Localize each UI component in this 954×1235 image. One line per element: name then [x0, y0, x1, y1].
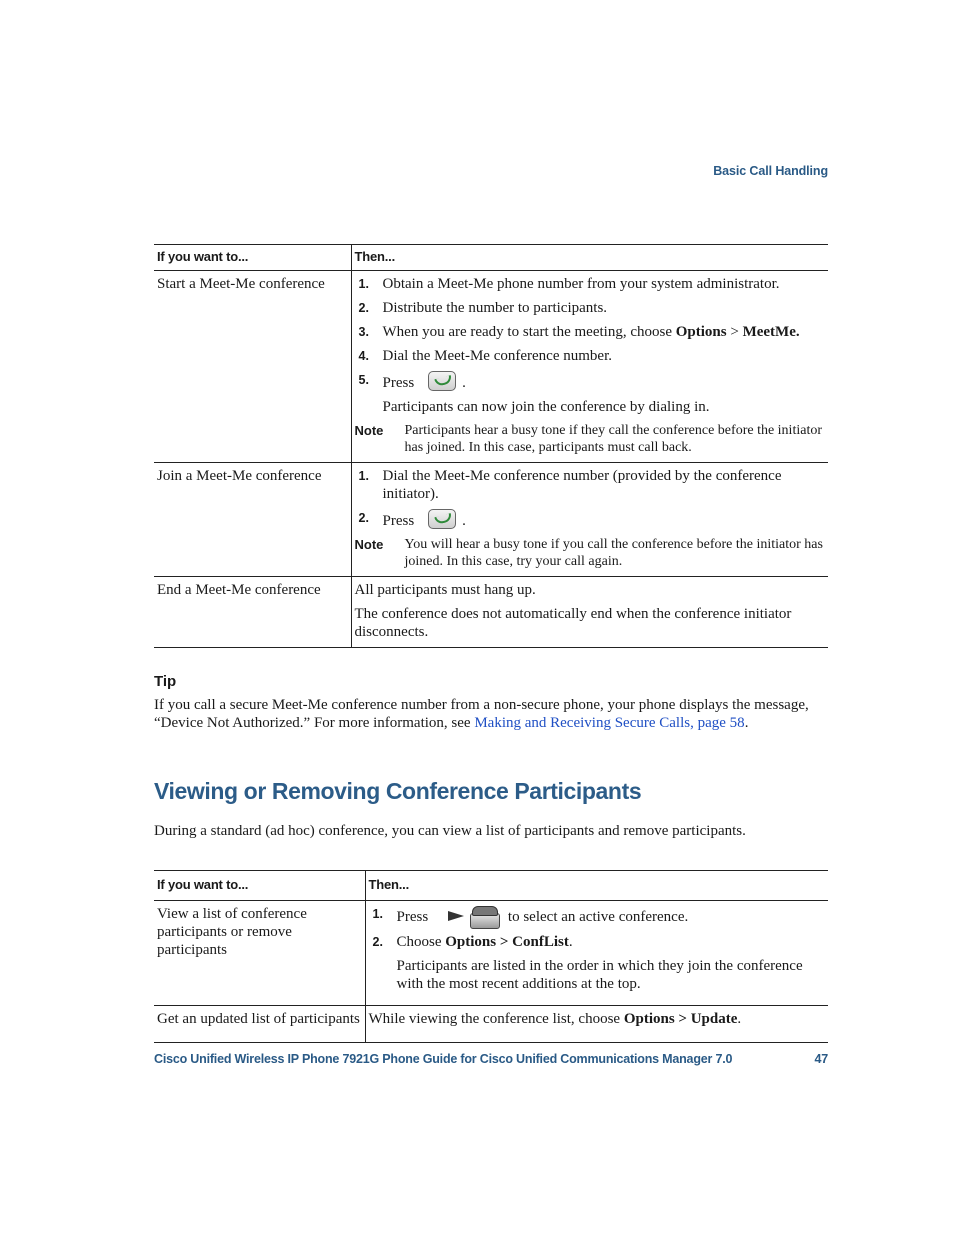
step-text-part: .: [568, 934, 573, 950]
step-text: [397, 933, 826, 951]
step-text-part: to select an active conference.: [507, 909, 689, 925]
step: [355, 323, 826, 341]
navigation-button-icon: [448, 911, 464, 921]
command-conflist: Options > ConfList: [445, 934, 569, 950]
step-text: [383, 371, 826, 392]
table-header-row: [154, 245, 828, 271]
row-action: Join a Meet-Me conference: [154, 463, 351, 577]
call-button-icon: [428, 371, 456, 391]
step-number: 3.: [358, 325, 369, 339]
step-number: 2.: [372, 935, 383, 949]
note: [355, 536, 826, 570]
row-action: Get an updated list of participants: [154, 1006, 365, 1043]
step-text-part: Press: [396, 909, 429, 925]
secure-calls-link[interactable]: Making and Receiving Secure Calls, page 58: [474, 715, 745, 731]
footer-title: Cisco Unified Wireless IP Phone 7921G Phone Guide for Cisco Unified Communications Manager 7.0: [154, 1052, 733, 1066]
step-number: 1.: [372, 907, 383, 921]
meet-me-table: [154, 244, 828, 648]
row-steps: [351, 577, 828, 648]
step-text-part: .: [462, 513, 466, 529]
step-text-part: .: [737, 1011, 742, 1027]
step-number: 2.: [358, 511, 369, 525]
tip-text: [154, 696, 828, 732]
tip-end: .: [744, 715, 749, 731]
row-steps: [365, 1006, 828, 1043]
column-header-then: Then...: [365, 871, 828, 901]
paragraph: All participants must hang up.: [354, 582, 536, 598]
step: [355, 275, 826, 293]
step: [369, 933, 826, 951]
row-action: View a list of conference participants or remove participants: [154, 901, 365, 1006]
step-text-part: Press: [382, 513, 415, 529]
note-label: Note: [354, 537, 384, 552]
section-title: Viewing or Removing Conference Participants: [154, 778, 642, 804]
column-header-action: If you want to...: [154, 245, 351, 271]
command-update: Options > Update: [623, 1011, 738, 1027]
step-text-part: While viewing the conference list, choose: [368, 1011, 624, 1027]
step-number: 2.: [358, 301, 369, 315]
table-row: [154, 901, 828, 1006]
step-text: Dial the Meet-Me conference number.: [382, 348, 612, 364]
step-text: [383, 323, 826, 341]
step-text-part: .: [462, 375, 466, 391]
table-row: [154, 271, 828, 463]
page-number: 47: [814, 1052, 828, 1066]
page-footer: [154, 1052, 828, 1066]
table-header-row: [154, 871, 828, 901]
step-text-part: Choose: [396, 934, 446, 950]
row-steps: [351, 271, 828, 463]
note-label: Note: [354, 423, 384, 438]
step-result: Participants can now join the conference by dialing in.: [382, 399, 710, 415]
section-intro: During a standard (ad hoc) conference, you can view a list of participants and remove participants.: [154, 823, 746, 839]
step-number: 5.: [358, 373, 369, 387]
column-header-then: Then...: [351, 245, 828, 271]
step-result: Participants are listed in the order in which they join the conference with the most recent additions at the top.: [396, 958, 803, 992]
running-header: Basic Call Handling: [713, 164, 828, 178]
step: [369, 905, 826, 927]
call-button-icon: [428, 509, 456, 529]
step-text: Dial the Meet-Me conference number (provided by the conference initiator).: [382, 468, 782, 502]
step-text-part: When you are ready to start the meeting, choose: [382, 324, 676, 340]
step-text: [383, 509, 826, 530]
step: [355, 347, 826, 365]
step: [355, 299, 826, 317]
step: [355, 467, 826, 503]
step-text: Obtain a Meet-Me phone number from your system administrator.: [382, 276, 780, 292]
step-number: 1.: [358, 277, 369, 291]
command-options: Options: [675, 324, 727, 340]
table-row: [154, 463, 828, 577]
step: [355, 509, 826, 530]
tip-label: Tip: [154, 673, 177, 690]
step-text-part: Press: [382, 375, 415, 391]
note-text: Participants hear a busy tone if they call the conference before the initiator has joined. In this case, participants must call back.: [404, 423, 822, 455]
row-steps: [351, 463, 828, 577]
paragraph: The conference does not automatically end when the conference initiator disconnects.: [354, 606, 792, 640]
step: [355, 371, 826, 392]
row-action: Start a Meet-Me conference: [154, 271, 351, 463]
participants-table: [154, 870, 828, 1043]
note: [355, 422, 826, 456]
step-number: 1.: [358, 469, 369, 483]
row-steps: [365, 901, 828, 1006]
table-row: [154, 577, 828, 648]
note-text: You will hear a busy tone if you call the conference before the initiator has joined. In this case, try your call again.: [404, 537, 823, 569]
step-text: Distribute the number to participants.: [382, 300, 608, 316]
step-text-part: >: [726, 324, 743, 340]
command-meetme: MeetMe.: [742, 324, 800, 340]
step-number: 4.: [358, 349, 369, 363]
tip-body: If you call a secure Meet-Me conference number from a non-secure phone, your phone displays the message, “Device Not Authorized.” For more information, see: [154, 697, 809, 731]
row-action: End a Meet-Me conference: [154, 577, 351, 648]
step-text: [397, 905, 826, 927]
table-row: [154, 1006, 828, 1043]
column-header-action: If you want to...: [154, 871, 365, 901]
conference-phone-icon: [468, 905, 500, 927]
